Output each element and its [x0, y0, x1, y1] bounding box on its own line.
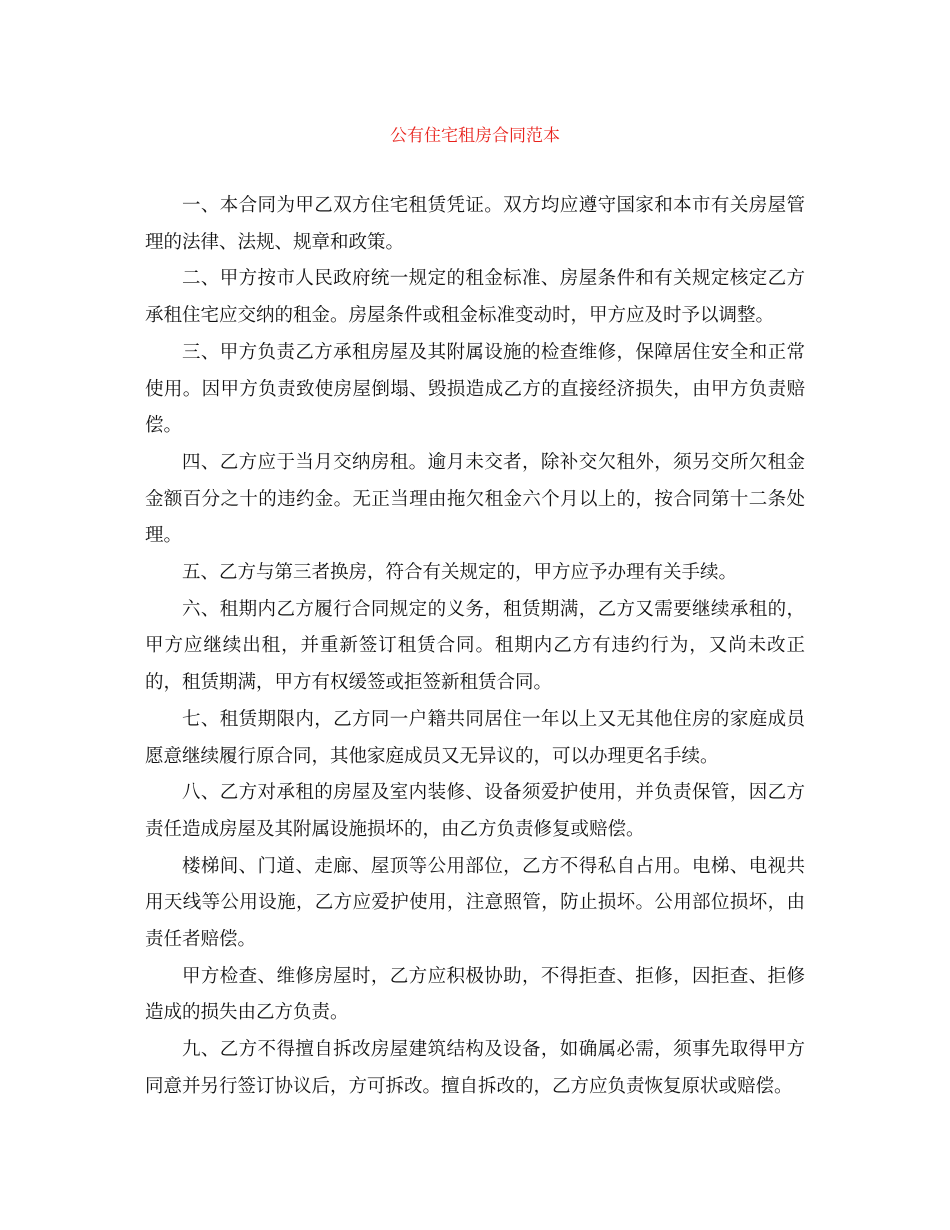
- paragraph-clause-9: 九、乙方不得擅自拆改房屋建筑结构及设备，如确属必需，须事先取得甲方同意并另行签订协议后，方可拆改。擅自拆改的，乙方应负责恢复原状或赔偿。: [145, 1039, 805, 1097]
- paragraph-clause-8: 八、乙方对承租的房屋及室内装修、设备须爱护使用，并负责保管，因乙方责任造成房屋及其附属设施损坏的，由乙方负责修复或赔偿。: [145, 782, 805, 840]
- document-title: 公有住宅租房合同范本: [390, 126, 560, 146]
- paragraph-clause-6: 六、租期内乙方履行合同规定的义务，租赁期满，乙方又需要继续承租的，甲方应继续出租，并重新签订租赁合同。租期内乙方有违约行为，又尚未改正的，租赁期满，甲方有权缓签或拒签新租赁合同。: [145, 598, 805, 694]
- paragraph-clause-2: 二、甲方按市人民政府统一规定的租金标准、房屋条件和有关规定核定乙方承租住宅应交纳的租金。房屋条件或租金标准变动时，甲方应及时予以调整。: [145, 268, 805, 327]
- paragraph-clause-5: 五、乙方与第三者换房，符合有关规定的，甲方应予办理有关手续。: [182, 562, 738, 584]
- paragraph-inspection: 甲方检查、维修房屋时，乙方应积极协助，不得拒查、拒修，因拒查、拒修造成的损失由乙方负责。: [145, 965, 805, 1024]
- paragraph-clause-4: 四、乙方应于当月交纳房租。逾月未交者，除补交欠租外，须另交所欠租金金额百分之十的违约金。无正当理由拖欠租金六个月以上的，按合同第十二条处理。: [145, 451, 805, 547]
- paragraph-clause-1: 一、本合同为甲乙双方住宅租赁凭证。双方均应遵守国家和本市有关房屋管理的法律、法规、规章和政策。: [145, 195, 805, 253]
- paragraph-clause-3: 三、甲方负责乙方承租房屋及其附属设施的检查维修，保障居住安全和正常使用。因甲方负责致使房屋倒塌、毁损造成乙方的直接经济损失，由甲方负责赔偿。: [145, 341, 805, 437]
- document-body: [145, 188, 805, 1106]
- paragraph-public-areas: 楼梯间、门道、走廊、屋顶等公用部位，乙方不得私自占用。电梯、电视共用天线等公用设施，乙方应爱护使用，注意照管，防止损坏。公用部位损坏，由责任者赔偿。: [145, 855, 805, 951]
- paragraph-clause-7: 七、租赁期限内，乙方同一户籍共同居住一年以上又无其他住房的家庭成员愿意继续履行原合同，其他家庭成员又无异议的，可以办理更名手续。: [145, 708, 805, 767]
